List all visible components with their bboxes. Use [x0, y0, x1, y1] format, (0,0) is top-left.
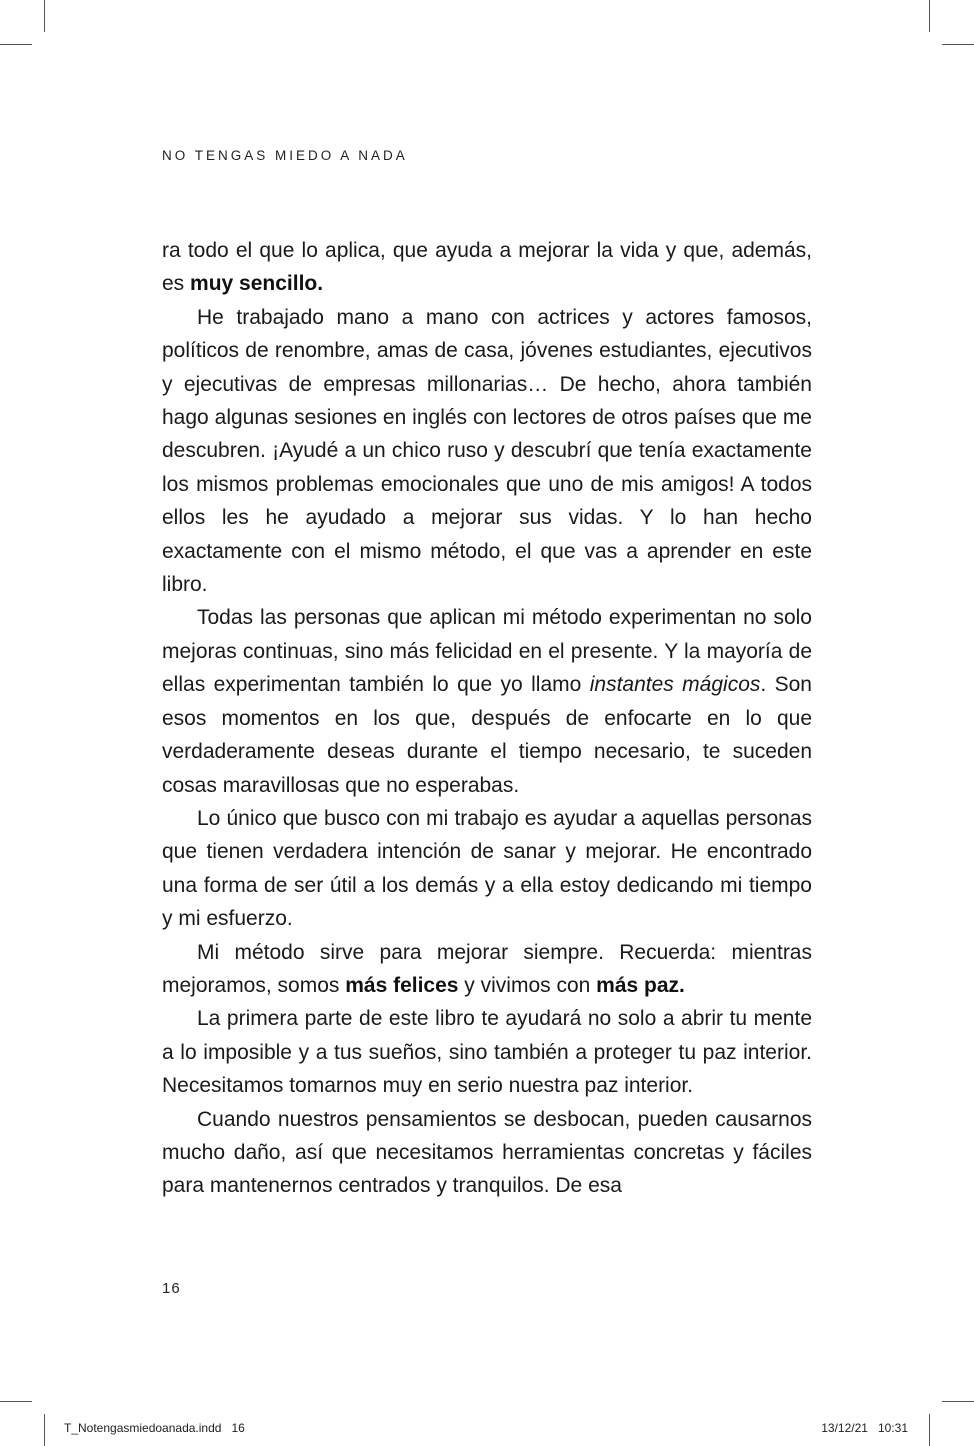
text-bold: más felices [345, 973, 459, 997]
paragraph [162, 1103, 812, 1203]
text-run: Todas las personas que aplican mi método experimentan no solo mejoras continuas, sino más felicidad en el presente. Y la mayoría de ellas experimentan también lo que yo llamo [162, 606, 812, 697]
paragraph [162, 234, 812, 301]
print-slug-date-time: 13/12/21 10:31 [821, 1421, 908, 1435]
text-run: Mi método sirve para mejorar siempre. Recuerda: mientras mejoramos, somos [162, 940, 812, 997]
print-slug-file-name: T_Notengasmiedoanada.indd 16 [64, 1421, 245, 1435]
page-number: 16 [162, 1280, 181, 1297]
text-run: He trabajado mano a mano con actrices y actores famosos, políticos de renombre, amas de casa, jóvenes estudiantes, ejecutivos y ejecutivas de empresas millonarias… De hecho, ahora también hago algunas sesiones en inglés con lectores de otros países que me descubren. ¡Ayudé a un chico ruso y descubrí que tenía exactamente los mismos problemas emocionales que uno de mis amigos! A todos ellos les he ayudado a mejorar sus vidas. Y lo han hecho exactamente con el mismo método, el que vas a aprender en este libro. [162, 305, 812, 597]
paragraph [162, 601, 812, 801]
text-run: Lo único que busco con mi trabajo es ayudar a aquellas personas que tienen verdadera intención de sanar y mejorar. He encontrado una forma de ser útil a los demás y a ella estoy dedicando mi tiempo y mi esfuerzo. [162, 806, 812, 931]
text-bold: muy sencillo. [190, 272, 324, 296]
crop-mark-top-left [44, 0, 45, 32]
paragraph [162, 936, 812, 1003]
paragraph [162, 301, 812, 602]
text-italic: instantes mágicos [589, 673, 761, 697]
paragraph [162, 1002, 812, 1102]
running-head: NO TENGAS MIEDO A NADA [162, 148, 408, 163]
paragraph [162, 802, 812, 936]
text-run: ra todo el que lo aplica, que ayuda a mejorar la vida y que, además, es [162, 239, 812, 296]
body-text [162, 234, 812, 1203]
crop-mark-bottom-right [929, 1414, 930, 1446]
text-run: Cuando nuestros pensamientos se desbocan, pueden causarnos mucho daño, así que necesitamos herramientas concretas y fáciles para mantenernos centrados y tranquilos. De esa [162, 1107, 812, 1198]
crop-mark-top-right [929, 0, 930, 32]
crop-mark-bottom-right-horizontal [942, 1401, 974, 1402]
crop-mark-bottom-left [44, 1414, 45, 1446]
crop-mark-top-left-horizontal [0, 44, 32, 45]
crop-mark-bottom-left-horizontal [0, 1401, 32, 1402]
crop-mark-top-right-horizontal [942, 44, 974, 45]
text-bold: más paz. [596, 973, 685, 997]
text-run: La primera parte de este libro te ayudará no solo a abrir tu mente a lo imposible y a tus sueños, sino también a proteger tu paz interior. Necesitamos tomarnos muy en serio nuestra paz interior. [162, 1007, 812, 1098]
text-run: y vivimos con [458, 973, 597, 997]
text-run: . Son esos momentos en los que, después de enfocarte en lo que verdaderamente deseas durante el tiempo necesario, te suceden cosas maravillosas que no esperabas. [162, 673, 812, 797]
